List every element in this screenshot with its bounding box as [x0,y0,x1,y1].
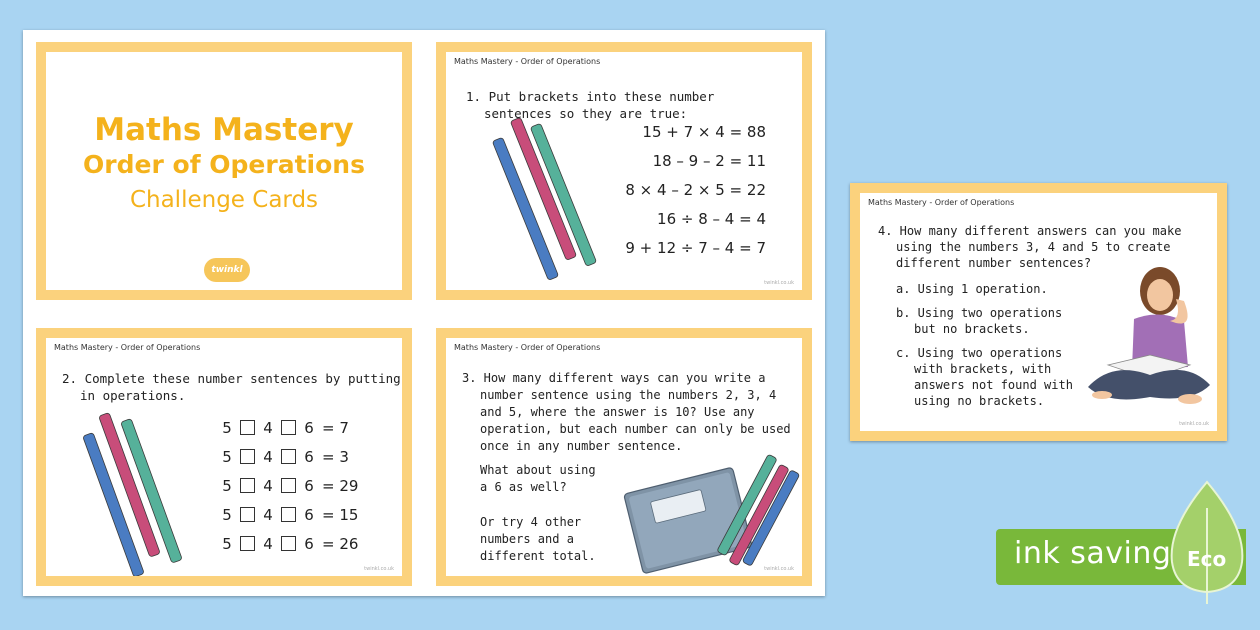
question-line: 3. How many different ways can you write a [462,371,766,385]
sub-line: b. Using two operations [896,306,1063,320]
sub-line: a. Using 1 operation. [896,282,1048,296]
number: 4 [263,476,273,495]
question-line: once in any number sentence. [480,439,683,453]
challenge-card-2 [36,328,412,586]
sub-line: but no brackets. [914,322,1030,336]
answer-box[interactable] [240,449,255,464]
card-header: Maths Mastery - Order of Operations [454,343,601,352]
title-card [36,42,412,300]
number: 5 [222,447,232,466]
card-header: Maths Mastery - Order of Operations [54,343,201,352]
operation-row [174,471,374,500]
question-line: 4. How many different answers can you make [878,224,1182,238]
eco-label: Eco [1187,547,1227,571]
result: = 3 [322,447,349,466]
question-line: different number sentences? [896,256,1092,270]
pens-illustration [476,114,616,284]
title-line-3: Challenge Cards [129,187,319,213]
question-line: operation, but each number can only be used [480,422,791,436]
equation: 9 + 12 ÷ 7 – 4 = 7 [625,239,766,257]
question-line: 1. Put brackets into these number [466,89,715,104]
number: 6 [304,534,314,553]
answer-box[interactable] [281,507,296,522]
question-line: in operations. [80,388,186,403]
prompt-line: a 6 as well? [480,480,567,494]
operations-grid [174,413,374,558]
worksheet-preview [23,30,825,596]
card-header: Maths Mastery - Order of Operations [868,198,1015,207]
question-2 [62,370,402,404]
card-footer: twinkl.co.uk [1179,421,1209,427]
extra-prompt-1 [480,462,620,496]
sub-line: using no brackets. [914,394,1045,408]
question-line: 2. Complete these number sentences by putting [62,371,401,386]
extra-prompt-2 [480,514,620,565]
sub-question [896,345,1096,409]
card-footer: twinkl.co.uk [764,566,794,572]
sub-line: answers not found with [914,378,1073,392]
challenge-card-3 [436,328,812,586]
number: 6 [304,418,314,437]
eco-leaf-icon [1162,478,1252,608]
notebook-illustration [614,450,802,576]
prompt-line: different total. [480,549,596,563]
sub-line: c. Using two operations [896,346,1063,360]
prompt-line: What about using [480,463,596,477]
answer-box[interactable] [240,478,255,493]
result: = 29 [322,476,359,495]
result: = 26 [322,534,359,553]
sub-question-list [896,281,1096,417]
answer-box[interactable] [281,420,296,435]
challenge-card-1 [436,42,812,300]
answer-box[interactable] [240,536,255,551]
operation-row [174,500,374,529]
equation: 15 + 7 × 4 = 88 [642,123,766,141]
card-footer: twinkl.co.uk [764,280,794,286]
result: = 15 [322,505,359,524]
operation-row [174,442,374,471]
number: 5 [222,476,232,495]
number: 5 [222,505,232,524]
equation-list [625,118,766,263]
equation: 8 × 4 – 2 × 5 = 22 [625,181,766,199]
equation: 16 ÷ 8 – 4 = 4 [657,210,766,228]
sub-question [896,305,1096,337]
number: 6 [304,505,314,524]
number: 4 [263,418,273,437]
prompt-line: numbers and a [480,532,574,546]
question-line: and 5, where the answer is 10? Use any [480,405,755,419]
sub-question [896,281,1096,297]
sub-line: with brackets, with [914,362,1052,376]
number: 5 [222,534,232,553]
number: 4 [263,534,273,553]
question-3 [462,370,802,455]
number: 4 [263,447,273,466]
twinkl-logo: twinkl [204,258,250,282]
answer-box[interactable] [281,478,296,493]
card-header: Maths Mastery - Order of Operations [454,57,601,66]
number: 4 [263,505,273,524]
card-footer: twinkl.co.uk [364,566,394,572]
operation-row [174,529,374,558]
girl-reading-illustration [1072,257,1212,417]
equation: 18 – 9 – 2 = 11 [652,152,766,170]
answer-box[interactable] [240,420,255,435]
result: = 7 [322,418,349,437]
answer-box[interactable] [281,536,296,551]
number: 5 [222,418,232,437]
question-line: using the numbers 3, 4 and 5 to create [896,240,1171,254]
question-line: number sentence using the numbers 2, 3, 4 [480,388,777,402]
number: 6 [304,476,314,495]
answer-box[interactable] [240,507,255,522]
title-line-1: Maths Mastery [94,112,354,148]
prompt-line: Or try 4 other [480,515,582,529]
challenge-card-4 [850,183,1227,441]
title-line-2: Order of Operations [83,150,365,179]
number: 6 [304,447,314,466]
operation-row [174,413,374,442]
ink-saving-label: ink saving [1014,536,1172,571]
title-block [46,112,402,218]
answer-box[interactable] [281,449,296,464]
question-line: sentences so they are true: [484,106,688,121]
